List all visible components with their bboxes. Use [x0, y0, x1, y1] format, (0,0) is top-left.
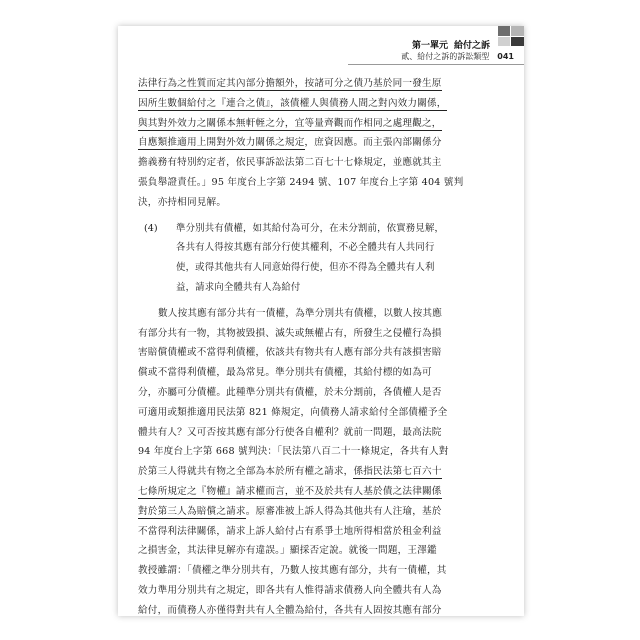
text-line: 益，請求向全體共有人為給付 — [176, 281, 301, 293]
text-line: 與其對外效力之關係本無軒輊之分，宜等量齊觀而作相同之處理觀之， — [138, 117, 442, 129]
list-item-4 — [138, 219, 504, 298]
text-line: 準分別共有債權，如其給付為可分，在未分割前，依實務見解， — [176, 222, 445, 234]
section-title: 貳、給付之訴的訴訟類型 — [401, 52, 490, 61]
list-number: (4) — [144, 222, 158, 234]
decor-square — [511, 37, 524, 46]
decor-square — [511, 26, 524, 36]
text-line: 使，或得其他共有人同意始得行使，但亦不得為全體共有人利 — [176, 262, 435, 274]
decor-square — [498, 37, 510, 46]
text-line: 可適用或類推適用民法第 821 條規定，向債務人請求給付全部債權予全 — [138, 406, 448, 418]
unit-label: 第一單元 — [411, 41, 448, 51]
header-rule — [348, 64, 524, 65]
text-line: ，庶資因應。而主張內部關係分 — [304, 137, 442, 149]
running-subheader — [401, 51, 514, 62]
text-line: 之損害金，其法律見解亦有違誤。」顯採否定說。就後一問題，王澤鑑 — [138, 545, 437, 557]
paragraph-quote-continued — [138, 74, 504, 213]
text-line: 因所生數個給付之『連合之債』，該債權人與債務人間之對內效力關係， — [138, 97, 447, 109]
text-line: 償或不當得利債權，最為常見。準分別共有債權，其給付標的如為可 — [138, 367, 432, 379]
book-page — [118, 26, 524, 616]
text-line: 張負舉證責任。」95 年度台上字第 2494 號、107 年度台上字第 404 號判 — [138, 176, 464, 188]
running-header — [406, 38, 490, 51]
text-line: 有部分共有一物，其物被毀損、滅失或無權占有，所發生之侵權行為損 — [138, 327, 442, 339]
text-line: 對於第三人為賠償之請求 — [138, 505, 246, 517]
page-body — [138, 74, 504, 621]
paragraph-main — [138, 304, 504, 621]
text-line: 法律行為之性質而定其內部分擔額外，按諸可分之債乃基於同一發生原 — [138, 78, 442, 89]
text-line: 自應類推適用上開對外效力關係之規定 — [138, 137, 305, 149]
text-line: 給付，而債務人亦僅得對共有人全體為給付，各共有人固按其應有部分 — [138, 604, 442, 616]
text-line: 。原審准被上訴人得為其他共有人注瑜，基於 — [245, 505, 442, 517]
text-line: 各共有人得按其應有部分行使其權利，不必全體共有人共同行 — [176, 242, 435, 254]
text-line: 七條所規定之『物權』請求權而言，並不及於共有人基於債之法律關係 — [138, 485, 442, 497]
text-line: 決，亦持相同見解。 — [138, 196, 227, 208]
text-line: 分，亦屬可分債權。此種準分別共有債權，於未分割前，各債權人是否 — [138, 386, 442, 398]
text-line: 擔義務有特別約定者，依民事訴訟法第二百七十七條規定，並應就其主 — [138, 157, 442, 169]
header-decoration — [498, 26, 524, 46]
text-line: 於第三人得就共有物之全部為本於所有權之請求， — [138, 466, 354, 478]
text-line: 不當得利法律關係，請求上訴人給付占有系爭土地所得相當於租金利益 — [138, 525, 442, 537]
unit-title: 給付之訴 — [453, 41, 490, 51]
text-line: 數人按其應有部分共有一債權，為準分別共有債權，以數人按其應 — [158, 307, 443, 319]
decor-square — [498, 26, 510, 36]
text-line: 係指民法第七百六十 — [353, 466, 442, 478]
page-number: 041 — [497, 52, 514, 61]
text-line: 體共有人？又可否按其應有部分行使各自權利？就前一問題，最高法院 — [138, 426, 442, 438]
text-line: 94 年度台上字第 668 號判決：「民法第八百二十一條規定，各共有人對 — [138, 446, 449, 458]
text-line: 效力準用分別共有之規定，即各共有人惟得請求債務人向全體共有人為 — [138, 584, 442, 596]
text-line: 教授雖謂：「債權之準分別共有，乃數人按其應有部分，共有一債權，其 — [138, 565, 447, 577]
text-line: 害賠償債權或不當得利債權，依該共有物共有人應有部分共有該損害賠 — [138, 347, 442, 359]
